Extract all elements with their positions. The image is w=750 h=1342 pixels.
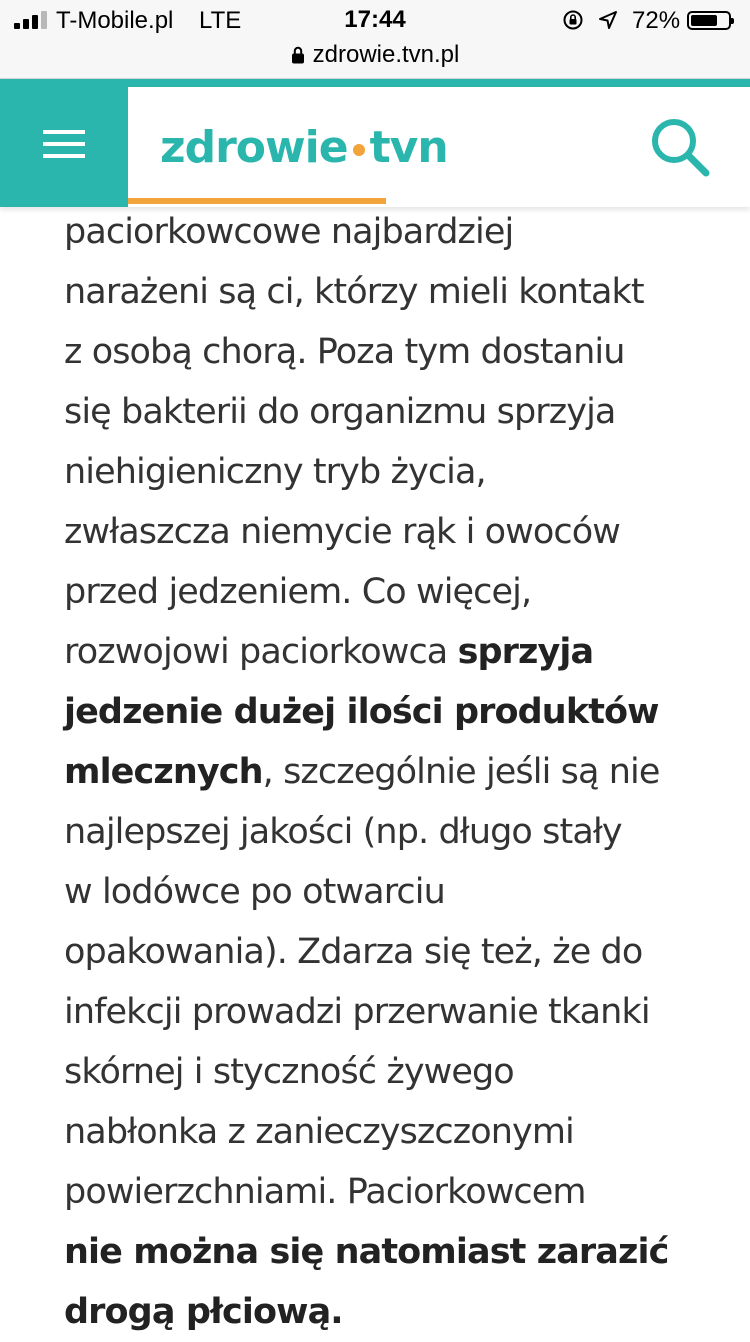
text-segment: zwłaszcza niemycie rąk i owoców	[64, 512, 620, 552]
article-line	[64, 562, 704, 622]
status-time: 17:44	[344, 6, 406, 33]
url-text: zdrowie.tvn.pl	[312, 41, 460, 68]
text-segment: skórnej i styczność żywego	[64, 1052, 514, 1092]
article-body	[64, 202, 704, 1342]
bold-text: sprzyja	[457, 632, 594, 672]
menu-button[interactable]	[0, 79, 128, 207]
bold-text: jedzenie dużej ilości produktów	[64, 692, 659, 732]
lock-icon	[291, 46, 305, 64]
battery-icon	[687, 11, 731, 30]
logo-dot	[353, 144, 365, 156]
article-paragraph	[64, 202, 704, 1342]
article-line	[64, 1222, 704, 1282]
article-line	[64, 622, 704, 682]
article-line	[64, 922, 704, 982]
text-segment: , szczególnie jeśli są nie	[262, 752, 660, 792]
search-button[interactable]	[644, 112, 718, 186]
text-segment: przed jedzeniem. Co więcej,	[64, 572, 532, 612]
logo-text-zdrowie: zdrowie	[160, 122, 348, 173]
text-segment: rozwojowi paciorkowca	[64, 632, 458, 672]
article-line	[64, 1282, 704, 1342]
logo-underline	[128, 198, 386, 204]
article-line	[64, 1102, 704, 1162]
bold-text: drogą płciową.	[64, 1292, 343, 1332]
text-segment: się bakterii do organizmu sprzyja	[64, 392, 616, 432]
article-line	[64, 982, 704, 1042]
carrier-name: T-Mobile.pl	[56, 7, 174, 34]
logo-text-tvn: tvn	[369, 122, 448, 173]
hamburger-icon	[43, 126, 85, 162]
article-line	[64, 382, 704, 442]
battery-level	[691, 15, 717, 26]
article-line	[64, 862, 704, 922]
text-segment: opakowania). Zdarza się też, że do	[64, 932, 643, 972]
article-line	[64, 742, 704, 802]
article-line	[64, 802, 704, 862]
article-line	[64, 262, 704, 322]
bold-text: nie można się natomiast zarazić	[64, 1232, 669, 1272]
article-line	[64, 442, 704, 502]
site-header	[0, 79, 750, 207]
article-line	[64, 1042, 704, 1102]
search-icon	[648, 115, 714, 181]
text-segment: niehigieniczny tryb życia,	[64, 452, 486, 492]
article-line	[64, 1162, 704, 1222]
text-segment: nabłonka z zanieczyszczonymi	[64, 1112, 574, 1152]
orientation-lock-icon	[562, 9, 584, 31]
status-bar	[0, 0, 750, 40]
text-segment: najlepszej jakości (np. długo stały	[64, 812, 622, 852]
text-segment: z osobą chorą. Poza tym dostaniu	[64, 332, 625, 372]
location-arrow-icon	[598, 10, 618, 30]
battery-percent: 72%	[632, 7, 681, 34]
address-bar[interactable]	[0, 40, 750, 79]
site-logo[interactable]	[160, 123, 448, 173]
article-line	[64, 502, 704, 562]
bold-text: mlecznych	[64, 752, 263, 792]
network-type: LTE	[199, 7, 242, 34]
article-line	[64, 202, 704, 262]
text-segment: w lodówce po otwarciu	[64, 872, 445, 912]
text-segment: infekcji prowadzi przerwanie tkanki	[64, 992, 650, 1032]
text-segment: narażeni są ci, którzy mieli kontakt	[64, 272, 644, 312]
article-line	[64, 682, 704, 742]
text-segment: paciorkowcowe najbardziej	[64, 212, 514, 252]
text-segment: powierzchniami. Paciorkowcem	[64, 1172, 586, 1212]
article-line	[64, 322, 704, 382]
